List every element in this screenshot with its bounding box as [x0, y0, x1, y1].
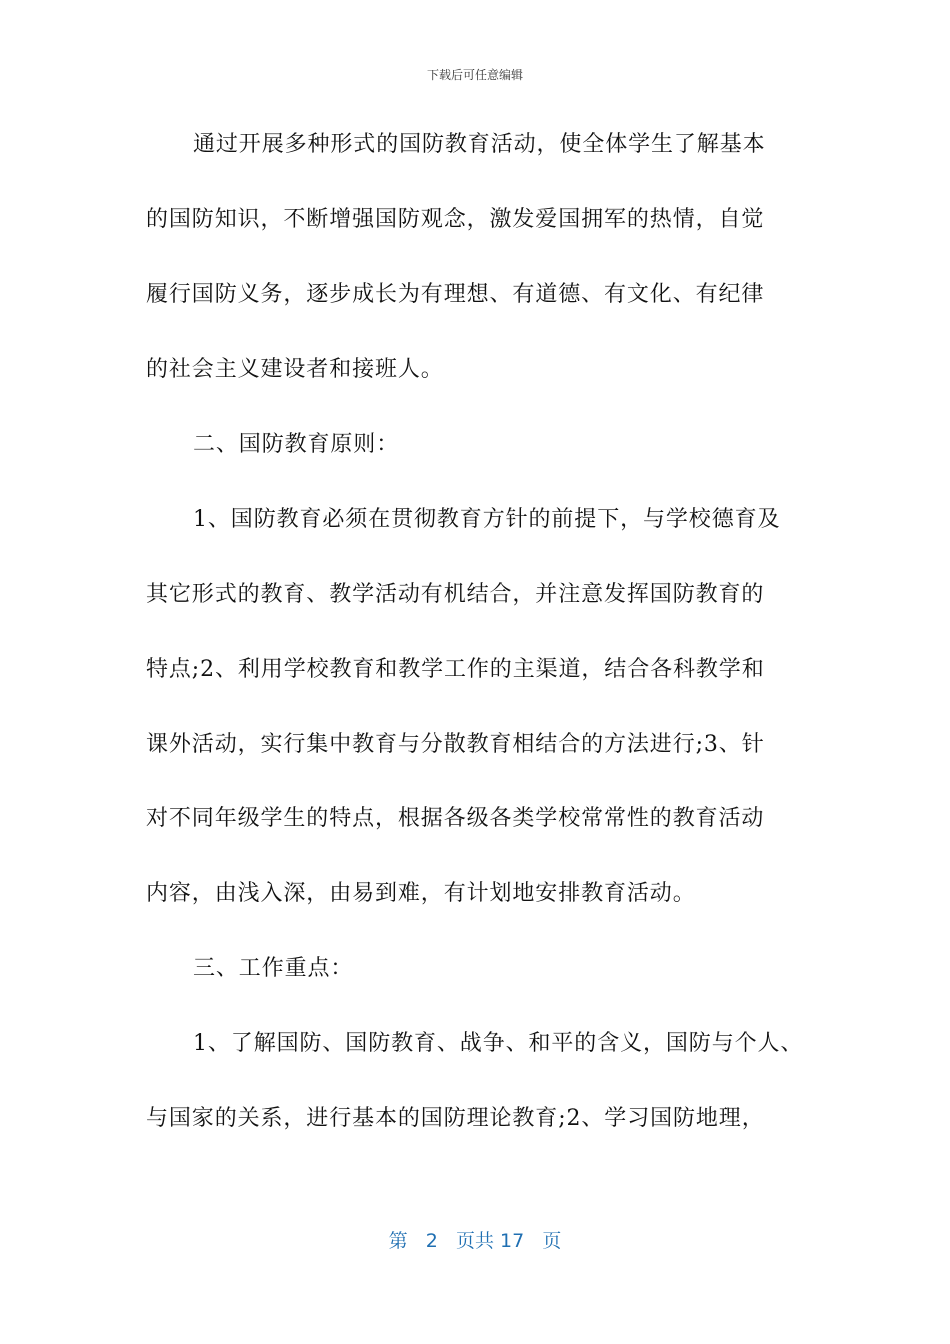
footer-prefix: 第	[388, 1230, 408, 1252]
page-header: 下载后可任意编辑	[426, 68, 523, 82]
body-line: 的国防知识，不断增强国防观念，激发爱国拥军的热情，自觉	[146, 207, 765, 232]
body-line: 其它形式的教育、教学活动有机结合，并注意发挥国防教育的	[146, 582, 765, 607]
footer-suffix: 页	[542, 1230, 562, 1252]
footer-page-number: 2	[425, 1230, 438, 1252]
section-heading: 三、工作重点：	[193, 956, 354, 981]
body-line: 通过开展多种形式的国防教育活动，使全体学生了解基本	[193, 132, 766, 157]
body-line: 1、国防教育必须在贯彻教育方针的前提下，与学校德育及	[193, 507, 781, 532]
footer-total-pages: 17	[500, 1230, 525, 1252]
section-heading: 二、国防教育原则：	[193, 432, 400, 457]
body-line: 特点;2、利用学校教育和教学工作的主渠道，结合各科教学和	[146, 657, 765, 682]
body-line: 与国家的关系，进行基本的国防理论教育;2、学习国防地理，	[146, 1106, 765, 1131]
body-line: 课外活动，实行集中教育与分散教育相结合的方法进行;3、针	[146, 732, 765, 757]
body-line: 履行国防义务，逐步成长为有理想、有道德、有文化、有纪律	[146, 282, 765, 307]
body-line: 的社会主义建设者和接班人。	[146, 357, 444, 382]
body-line: 内容，由浅入深，由易到难，有计划地安排教育活动。	[146, 881, 696, 906]
body-line: 1、了解国防、国防教育、战争、和平的含义，国防与个人、	[193, 1031, 804, 1056]
page-footer	[0, 1226, 950, 1253]
body-line: 对不同年级学生的特点，根据各级各类学校常常性的教育活动	[146, 806, 765, 831]
footer-middle: 页共	[455, 1230, 494, 1252]
